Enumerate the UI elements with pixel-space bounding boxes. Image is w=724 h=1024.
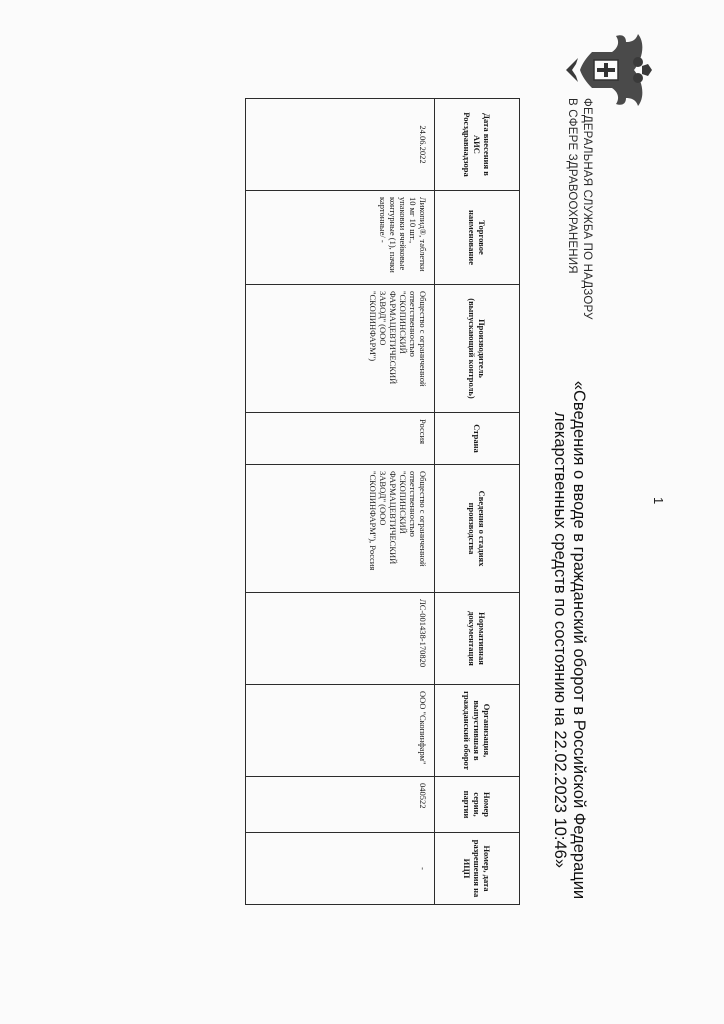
column-header-batch: Номер серии, партии bbox=[435, 777, 520, 833]
column-header-country: Страна bbox=[435, 413, 520, 465]
cell-country: Россия bbox=[246, 413, 435, 465]
page-number: 1 bbox=[651, 497, 666, 505]
column-header-organization: Организация, выпустившая в гражданский оборот bbox=[435, 685, 520, 777]
cell-date: 24.06.2022 bbox=[246, 99, 435, 191]
title-line-1: «Сведения о вводе в гражданский оборот в Российской Федерации bbox=[570, 380, 588, 900]
title-line-2: лекарственных средств по состоянию на 22.02.2023 10:46» bbox=[551, 411, 569, 869]
cell-manufacturer: Общество с ограниченной ответственностью "СКОПИНСКИЙ ФАРМАЦЕВТИЧЕСКИЙ ЗАВОД" (ООО "СКОПИНФАРМ") bbox=[246, 285, 435, 413]
batch-release-table bbox=[245, 98, 520, 905]
column-header-production-stages: Сведения о стадиях производства bbox=[435, 465, 520, 593]
cell-organization: ООО "Скопинфарм" bbox=[246, 685, 435, 777]
table-header-row bbox=[435, 99, 520, 905]
column-header-trade-name: Торговое наименование bbox=[435, 191, 520, 285]
agency-line-1: ФЕДЕРАЛЬНАЯ СЛУЖБА ПО НАДЗОРУ bbox=[581, 98, 593, 320]
cell-trade-name: Ликопид®, таблетки 10 мг 10 шт., упаковки ячейковые контурные (1), пачки картонные/ - bbox=[246, 191, 435, 285]
cell-production-stages: Общество с ограниченной ответственностью "СКОПИНСКИЙ ФАРМАЦЕВТИЧЕСКИЙ ЗАВОД" (ООО "СКОПИНФАРМ"), Россия bbox=[246, 465, 435, 593]
table-row bbox=[246, 99, 435, 905]
column-header-permit: Номер, дата разрешения на ИЦП bbox=[435, 833, 520, 905]
document-title bbox=[550, 330, 588, 950]
column-header-norm-doc: Нормативная документация bbox=[435, 593, 520, 685]
column-header-date: Дата внесения в АИС Росздравнадзора bbox=[435, 99, 520, 191]
cell-batch: 040522 bbox=[246, 777, 435, 833]
cell-permit: - bbox=[246, 833, 435, 905]
cell-norm-doc: ЛС-001438-170820 bbox=[246, 593, 435, 685]
column-header-manufacturer: Производитель (выпускающий контроль) bbox=[435, 285, 520, 413]
agency-line-2: В СФЕРЕ ЗДРАВООХРАНЕНИЯ bbox=[566, 98, 578, 274]
agency-name bbox=[564, 98, 594, 320]
